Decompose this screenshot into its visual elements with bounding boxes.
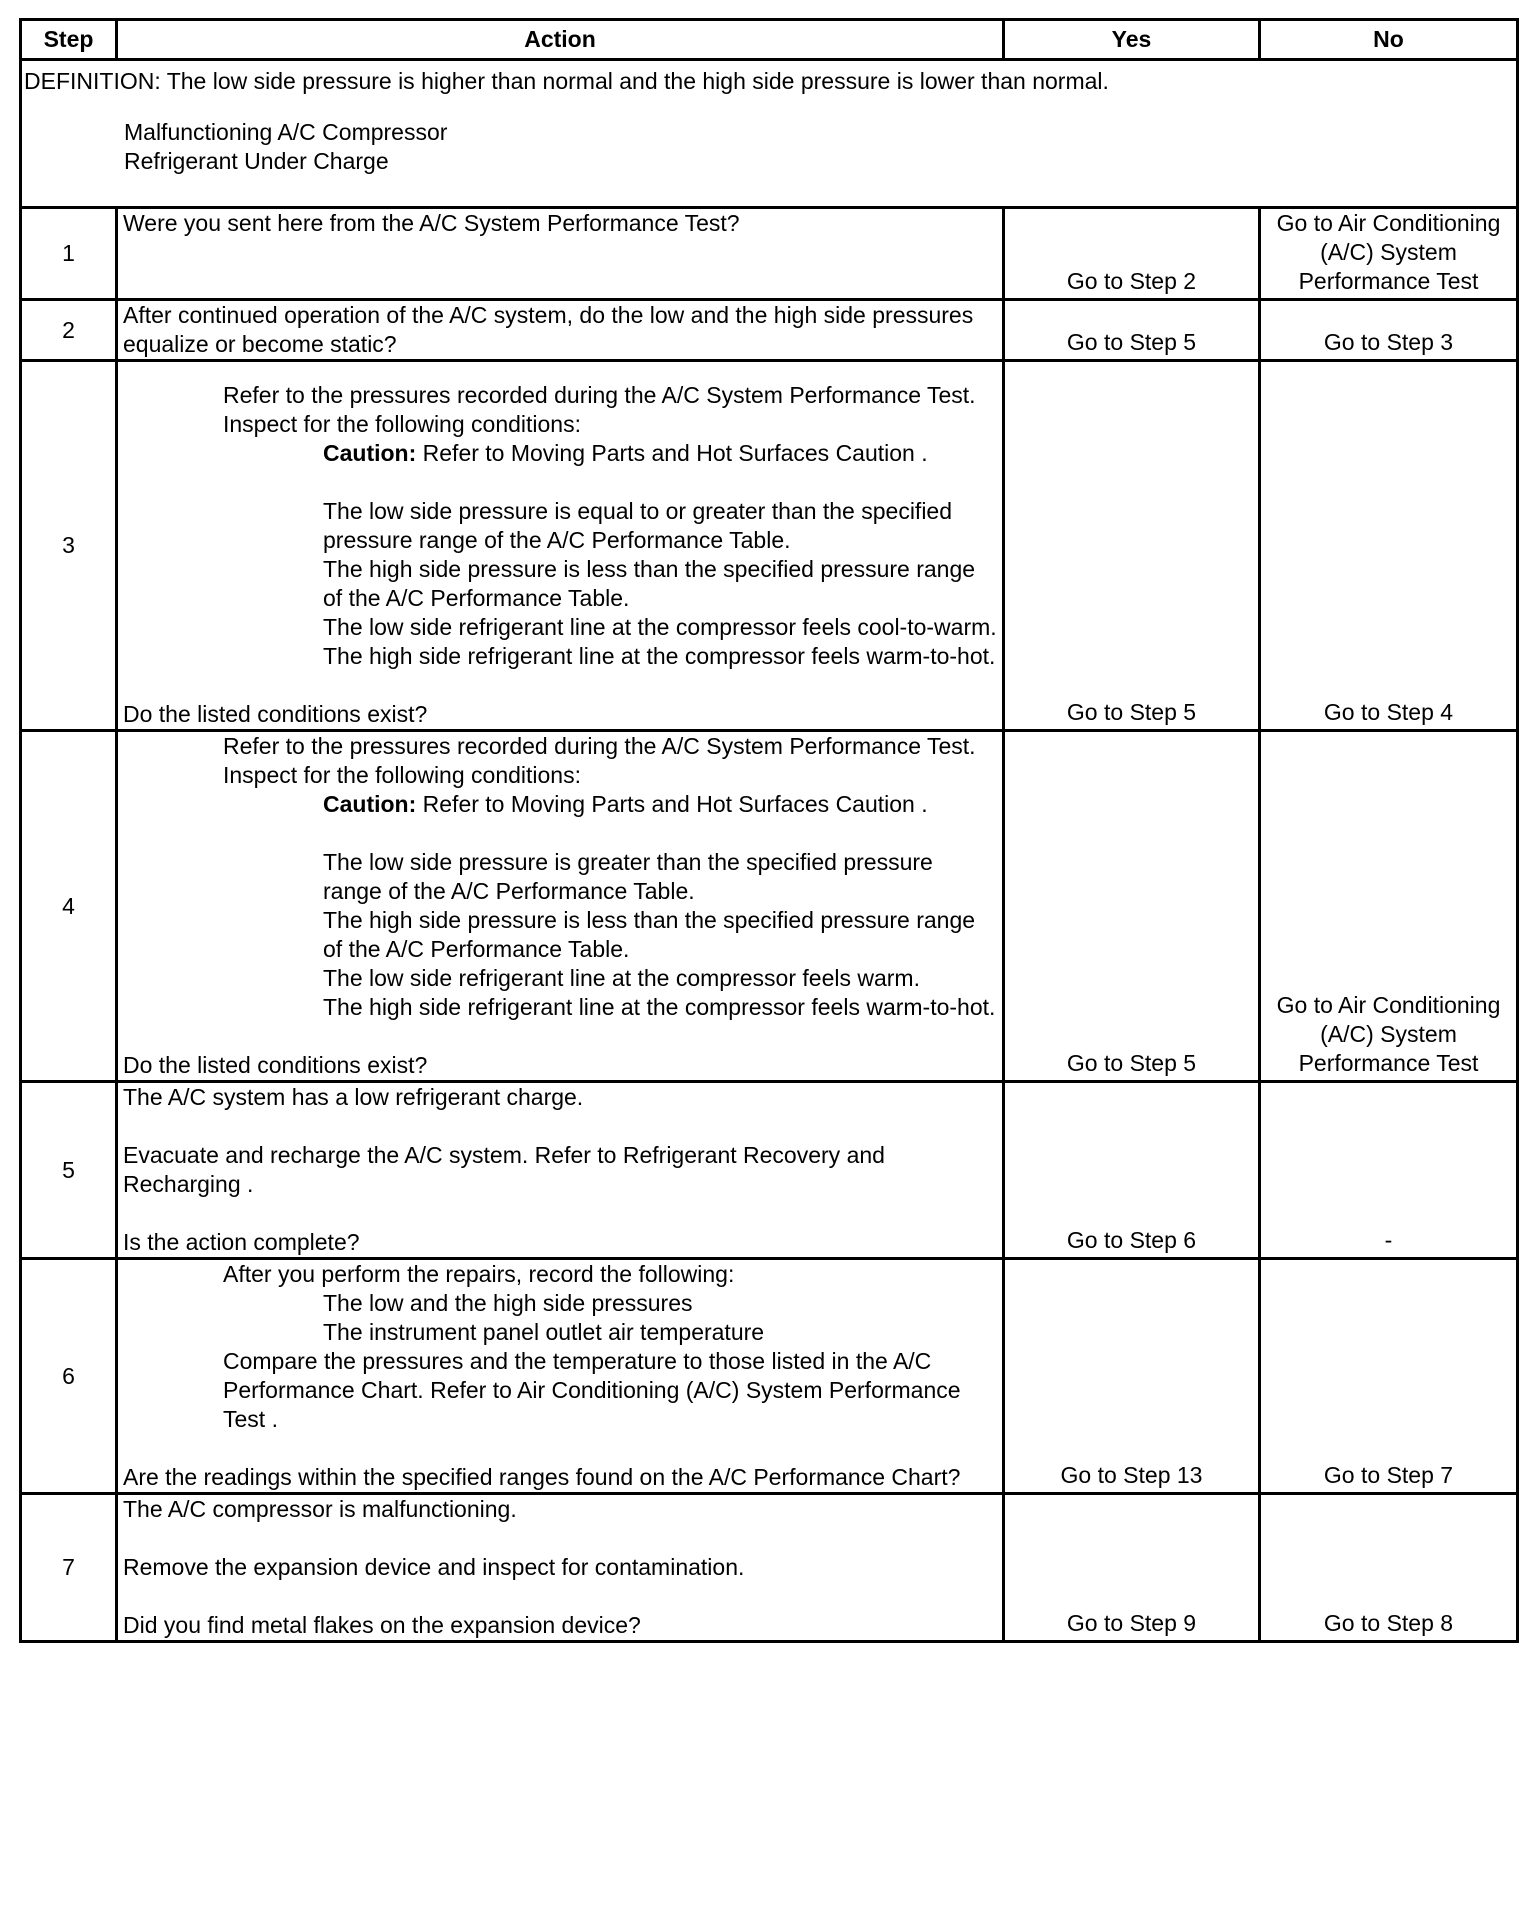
step-action <box>117 300 1004 361</box>
header-row <box>21 20 1518 60</box>
step-row <box>21 208 1518 300</box>
step-action <box>117 1259 1004 1494</box>
header-action: Action <box>117 20 1004 60</box>
spacer <box>123 1524 998 1553</box>
no-result: - <box>1260 1082 1518 1259</box>
action-line: The high side refrigerant line at the compressor feels warm-to-hot. <box>323 994 996 1020</box>
spacer <box>123 1582 998 1611</box>
no-result: Go to Air Conditioning (A/C) System Performance Test <box>1260 731 1518 1082</box>
cause-item: Malfunctioning A/C Compressor <box>124 119 448 145</box>
spacer <box>123 671 998 700</box>
step-number: 4 <box>21 731 117 1082</box>
caution-text: Refer to Moving Parts and Hot Surfaces Caution . <box>416 791 928 817</box>
step-number: 7 <box>21 1494 117 1642</box>
action-text-block <box>123 1260 998 1492</box>
action-line: The high side refrigerant line at the compressor feels warm-to-hot. <box>323 643 996 669</box>
definition-cell <box>21 60 1518 208</box>
action-line: Evacuate and recharge the A/C system. Refer to Refrigerant Recovery and Recharging . <box>123 1142 885 1197</box>
step-row <box>21 361 1518 731</box>
action-line: Were you sent here from the A/C System Performance Test? <box>123 210 740 236</box>
action-line: Is the action complete? <box>123 1229 360 1255</box>
action-text-block <box>123 381 998 729</box>
action-line: Refer to the pressures recorded during the A/C System Performance Test. <box>223 382 976 408</box>
step-number: 5 <box>21 1082 117 1259</box>
step-row <box>21 300 1518 361</box>
no-result: Go to Step 7 <box>1260 1259 1518 1494</box>
step-number: 1 <box>21 208 117 300</box>
definition-row <box>21 60 1518 208</box>
step-number: 6 <box>21 1259 117 1494</box>
caution-label: Caution: <box>323 791 417 817</box>
action-text-block <box>123 301 998 359</box>
action-line: Refer to the pressures recorded during the A/C System Performance Test. <box>223 733 976 759</box>
cause-list <box>24 118 1512 176</box>
action-line: Inspect for the following conditions: <box>223 411 581 437</box>
action-line: Do the listed conditions exist? <box>123 1052 428 1078</box>
caution-line <box>123 439 998 468</box>
step-row <box>21 1259 1518 1494</box>
action-line: The high side pressure is less than the specified pressure range of the A/C Performance Table. <box>323 556 976 611</box>
caution-label: Caution: <box>323 440 417 466</box>
step-number: 3 <box>21 361 117 731</box>
step-action <box>117 361 1004 731</box>
action-line: The high side pressure is less than the specified pressure range of the A/C Performance Table. <box>323 907 976 962</box>
action-line: The instrument panel outlet air temperature <box>323 1319 765 1345</box>
action-line: The low side refrigerant line at the compressor feels cool-to-warm. <box>323 614 997 640</box>
caution-text: Refer to Moving Parts and Hot Surfaces Caution . <box>416 440 928 466</box>
action-line: Do the listed conditions exist? <box>123 701 428 727</box>
action-line: Inspect for the following conditions: <box>223 762 581 788</box>
spacer <box>123 1199 998 1228</box>
yes-result: Go to Step 9 <box>1004 1494 1260 1642</box>
diagnostic-table <box>19 18 1519 1643</box>
action-text-block <box>123 732 998 1080</box>
action-line: Compare the pressures and the temperature to those listed in the A/C Performance Chart. Refer to Air Conditioning (A/C) System Performance Test . <box>223 1348 961 1432</box>
action-text-block <box>123 1083 998 1257</box>
action-line: The low side pressure is greater than the specified pressure range of the A/C Performance Table. <box>323 849 933 904</box>
action-line: The A/C system has a low refrigerant charge. <box>123 1084 584 1110</box>
header-step: Step <box>21 20 117 60</box>
action-text-block <box>123 1495 998 1640</box>
action-line: Remove the expansion device and inspect for contamination. <box>123 1554 745 1580</box>
spacer <box>123 1022 998 1051</box>
step-number: 2 <box>21 300 117 361</box>
spacer <box>123 819 998 848</box>
step-action <box>117 208 1004 300</box>
step-row <box>21 731 1518 1082</box>
spacer <box>123 468 998 497</box>
definition-text: DEFINITION: The low side pressure is higher than normal and the high side pressure is lower than normal. <box>24 68 1109 94</box>
action-line: The low side refrigerant line at the compressor feels warm. <box>323 965 920 991</box>
step-action <box>117 731 1004 1082</box>
yes-result: Go to Step 5 <box>1004 361 1260 731</box>
action-line: The A/C compressor is malfunctioning. <box>123 1496 517 1522</box>
no-result: Go to Step 8 <box>1260 1494 1518 1642</box>
cause-item: Refrigerant Under Charge <box>124 148 389 174</box>
no-result: Go to Step 4 <box>1260 361 1518 731</box>
yes-result: Go to Step 2 <box>1004 208 1260 300</box>
yes-result: Go to Step 13 <box>1004 1259 1260 1494</box>
spacer <box>123 1434 998 1463</box>
header-yes: Yes <box>1004 20 1260 60</box>
spacer <box>123 1112 998 1141</box>
step-action <box>117 1082 1004 1259</box>
action-line: Did you find metal flakes on the expansion device? <box>123 1612 641 1638</box>
yes-result: Go to Step 6 <box>1004 1082 1260 1259</box>
action-line: After continued operation of the A/C system, do the low and the high side pressures equalize or become static? <box>123 302 974 357</box>
no-result: Go to Air Conditioning (A/C) System Performance Test <box>1260 208 1518 300</box>
caution-line <box>123 790 998 819</box>
header-no: No <box>1260 20 1518 60</box>
action-text-block <box>123 209 998 238</box>
yes-result: Go to Step 5 <box>1004 731 1260 1082</box>
yes-result: Go to Step 5 <box>1004 300 1260 361</box>
no-result: Go to Step 3 <box>1260 300 1518 361</box>
action-line: Are the readings within the specified ranges found on the A/C Performance Chart? <box>123 1464 961 1490</box>
action-line: After you perform the repairs, record the following: <box>223 1261 735 1287</box>
action-line: The low side pressure is equal to or greater than the specified pressure range of the A/C Performance Table. <box>323 498 953 553</box>
step-row <box>21 1082 1518 1259</box>
step-action <box>117 1494 1004 1642</box>
action-line: The low and the high side pressures <box>323 1290 693 1316</box>
step-row <box>21 1494 1518 1642</box>
